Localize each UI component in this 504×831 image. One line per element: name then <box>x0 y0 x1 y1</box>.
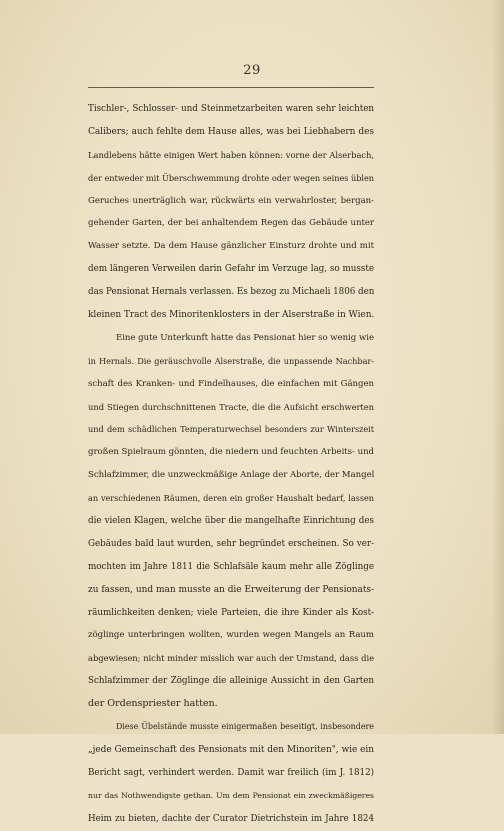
text-line: Tischler-, Schlosser- und Steinmetzarbeiten waren sehr leichten <box>88 104 374 114</box>
text-line: zu fassen, und man musste an die Erweiterung der Pensionats- <box>88 584 374 595</box>
page-number: 29 <box>243 63 261 78</box>
text-line: Gebäudes bald laut wurden, sehr begründet erscheinen. So ver- <box>88 538 374 549</box>
text-line: und Stiegen durchschnittenen Tracte, die die Aufsicht erschwerten <box>88 401 374 412</box>
text-line: schaft des Kranken- und Findelhauses, die einfachen mit Gängen <box>88 378 374 389</box>
page-edge-shadow <box>492 0 504 734</box>
text-line: der entweder mit Überschwemmung drohte oder wegen seines üblen <box>88 172 374 183</box>
text-line: Eine gute Unterkunft hatte das Pensionat hier so wenig wie <box>116 332 374 343</box>
text-line: kleinen Tract des Minoritenklosters in der Alserstraße in Wien. <box>88 310 375 321</box>
header-rule <box>88 87 374 88</box>
text-line: Bericht sagt, verhindert werden. Damit war freilich (im J. 1812) <box>88 767 374 778</box>
text-line: die vielen Klagen, welche über die mangelhafte Einrichtung des <box>88 516 374 527</box>
text-line: und dem schädlichen Temperaturwechsel besonders zur Winterszeit <box>88 424 374 435</box>
text-line: dem längeren Verweilen darin Gefahr im Verzuge lag, so musste <box>88 264 374 275</box>
text-line: Schlafzimmer, die unzweckmäßige Anlage der Aborte, der Mangel <box>88 470 375 481</box>
text-line: Schlafzimmer der Zöglinge die alleinige Aussicht in den Garten <box>88 676 374 687</box>
text-line: der Ordenspriester hatten. <box>88 698 218 710</box>
text-line: abgewiesen; nicht minder misslich war auch der Umstand, dass die <box>88 653 374 664</box>
text-line: zöglinge unterbringen wollten, wurden wegen Mangels an Raum <box>88 630 374 641</box>
text-line: großen Spielraum gönnten, die niedern und feuchten Arbeits- und <box>88 447 375 458</box>
text-line: nur das Nothwendigste gethan. Um dem Pensionat ein zweckmäßigeres <box>88 790 374 800</box>
text-line: in Hernals. Die geräuschvolle Alserstraße, die unpassende Nachbar- <box>88 355 374 366</box>
body-text <box>88 98 374 831</box>
text-line: „jede Gemeinschaft des Pensionats mit den Minoriten", wie ein <box>88 744 374 755</box>
text-line: Diese Übelstände musste einigermaßen beseitigt, insbesondere <box>116 722 374 732</box>
text-line: Geruches unerträglich war, rückwärts ein verwahrloster, bergan- <box>88 195 374 206</box>
text-line: Heim zu bieten, dachte der Curator Dietrichstein im Jahre 1824 <box>88 813 374 824</box>
text-line: räumlichkeiten denken; viele Parteien, die ihre Kinder als Kost- <box>88 607 374 618</box>
text-line: an verschiedenen Räumen, deren ein großer Haushalt bedarf, lassen <box>88 493 374 504</box>
text-line: Landlebens hätte einigen Wert haben können: vorne der Alserbach, <box>88 149 374 160</box>
text-line: mochten im Jahre 1811 die Schlafsäle kaum mehr alle Zöglinge <box>88 561 374 572</box>
text-line: Wasser setzte. Da dem Hause gänzlicher Einsturz drohte und mit <box>88 241 374 252</box>
text-line: Calibers; auch fehlte dem Hause alles, was bei Liebhabern des <box>88 126 374 137</box>
text-line: gehender Garten, der bei anhaltendem Regen das Gebäude unter <box>88 218 374 229</box>
text-line: das Pensionat Hernals verlassen. Es bezog zu Michaeli 1806 den <box>88 287 375 298</box>
